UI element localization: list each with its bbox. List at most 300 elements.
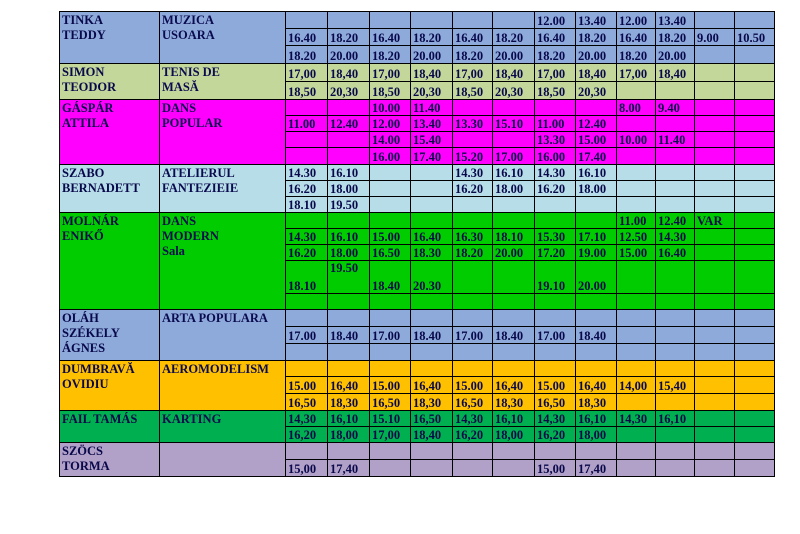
time-slot-cell: 17,40 (328, 460, 370, 477)
time-slot-cell (695, 165, 735, 181)
time-slot-cell (328, 100, 370, 116)
time-slot-cell (617, 148, 656, 165)
time-slot-cell (286, 344, 328, 361)
time-slot-cell: 19.10 (535, 261, 576, 294)
time-slot-cell: 12.40 (328, 116, 370, 132)
time-slot-cell: 18,40 (411, 427, 453, 443)
instructor-name-line: OVIDIU (62, 377, 109, 391)
course-name-cell (160, 310, 286, 361)
instructor-name-cell (60, 165, 160, 213)
time-slot-cell: 20,30 (328, 82, 370, 100)
course-name-line: Sala (162, 244, 185, 258)
table-row (60, 443, 775, 460)
time-slot-cell: 18,30 (411, 394, 453, 411)
time-slot-cell: 18.30 (411, 245, 453, 261)
time-slot-cell (617, 82, 656, 100)
time-slot-cell (286, 294, 328, 310)
time-slot-cell (453, 132, 493, 148)
time-slot-cell (328, 361, 370, 377)
time-slot-cell (535, 361, 576, 377)
time-slot-cell: 12.00 (617, 12, 656, 29)
table-row (60, 165, 775, 181)
time-slot-cell: 16,40 (411, 377, 453, 394)
time-slot-cell (656, 427, 695, 443)
time-slot-cell: 16,20 (453, 427, 493, 443)
time-slot-cell: 20.00 (411, 46, 453, 64)
time-slot-cell: 20.30 (411, 261, 453, 294)
time-slot-cell (535, 344, 576, 361)
time-slot-cell (370, 165, 411, 181)
time-slot-cell: 18.20 (576, 29, 617, 46)
time-slot-cell: 18,40 (328, 64, 370, 82)
course-name-line: ARTA POPULARA (162, 311, 268, 325)
instructor-name-cell (60, 310, 160, 361)
time-slot-cell: 15.10 (370, 411, 411, 427)
time-slot-cell (453, 100, 493, 116)
time-slot-cell (656, 361, 695, 377)
time-slot-cell (617, 427, 656, 443)
time-slot-cell: 18.40 (328, 327, 370, 344)
time-slot-cell (576, 344, 617, 361)
time-slot-cell (286, 148, 328, 165)
time-slot-cell (695, 327, 735, 344)
time-slot-cell: 16,10 (328, 411, 370, 427)
time-slot-cell (411, 181, 453, 197)
time-slot-cell: 16,40 (328, 377, 370, 394)
time-slot-cell (617, 116, 656, 132)
time-slot-cell: 14.30 (535, 165, 576, 181)
time-slot-cell: 12.40 (656, 213, 695, 229)
time-slot-cell (695, 116, 735, 132)
time-slot-cell (735, 394, 775, 411)
time-slot-cell (535, 443, 576, 460)
time-slot-cell (735, 82, 775, 100)
time-slot-cell: 16.40 (286, 29, 328, 46)
time-slot-cell: 16,40 (576, 377, 617, 394)
instructor-name-line: TEDDY (62, 28, 106, 42)
instructor-name-line: TEODOR (62, 80, 117, 94)
time-slot-cell: 10.00 (370, 100, 411, 116)
course-name-cell (160, 411, 286, 443)
time-slot-cell (493, 361, 535, 377)
table-row (60, 411, 775, 427)
time-slot-cell: 15.00 (370, 229, 411, 245)
time-slot-cell (493, 213, 535, 229)
time-slot-cell (695, 361, 735, 377)
time-slot-cell (656, 344, 695, 361)
time-slot-cell (328, 294, 370, 310)
instructor-name-cell (60, 443, 160, 477)
time-slot-cell: 16,50 (535, 394, 576, 411)
time-slot-cell: 20.00 (576, 261, 617, 294)
time-slot-cell: 15.00 (576, 132, 617, 148)
time-slot-cell: 15.20 (453, 148, 493, 165)
time-slot-cell: 15.30 (535, 229, 576, 245)
course-name-cell (160, 12, 286, 64)
time-slot-cell (735, 148, 775, 165)
time-slot-cell: 12.00 (370, 116, 411, 132)
time-slot-cell (735, 344, 775, 361)
time-slot-cell (695, 82, 735, 100)
time-slot-cell (735, 132, 775, 148)
time-slot-cell (735, 261, 775, 294)
time-slot-cell (370, 12, 411, 29)
time-slot-cell: 17,00 (453, 64, 493, 82)
time-slot-cell: 13.30 (453, 116, 493, 132)
table-row (60, 64, 775, 82)
instructor-name-line: FAIL TAMÁS (62, 412, 138, 426)
time-slot-cell: 18.40 (576, 327, 617, 344)
time-slot-cell: 17,00 (370, 64, 411, 82)
time-slot-cell (453, 310, 493, 327)
time-slot-cell (735, 411, 775, 427)
time-slot-cell (656, 327, 695, 344)
time-slot-cell: 16.20 (286, 181, 328, 197)
course-name-line: AEROMODELISM (162, 362, 269, 376)
time-slot-cell: 18,30 (576, 394, 617, 411)
time-slot-cell (617, 294, 656, 310)
time-slot-cell: 15,00 (535, 460, 576, 477)
course-name-line: ATELIERUL (162, 166, 235, 180)
time-slot-cell (493, 460, 535, 477)
time-slot-cell (535, 197, 576, 213)
time-slot-cell: 18,30 (328, 394, 370, 411)
time-slot-cell (286, 12, 328, 29)
time-slot-cell: 11.00 (617, 213, 656, 229)
time-slot-cell: 15.40 (411, 132, 453, 148)
time-slot-cell: 16.20 (453, 181, 493, 197)
time-slot-cell: 15.10 (493, 116, 535, 132)
time-slot-cell (286, 100, 328, 116)
time-slot-cell: 16,10 (576, 411, 617, 427)
instructor-name-line: DUMBRAVĂ (62, 362, 135, 376)
time-slot-cell (735, 294, 775, 310)
time-slot-cell (411, 460, 453, 477)
time-slot-cell (617, 165, 656, 181)
time-slot-cell: 16.20 (286, 245, 328, 261)
time-slot-cell: 14.30 (286, 229, 328, 245)
time-slot-cell (695, 460, 735, 477)
time-slot-cell: 18,40 (576, 64, 617, 82)
time-slot-cell: 14.30 (656, 229, 695, 245)
time-slot-cell (576, 213, 617, 229)
time-slot-cell: 16.40 (453, 29, 493, 46)
time-slot-cell (656, 294, 695, 310)
time-slot-cell: 20.00 (493, 46, 535, 64)
time-slot-cell: 16.40 (617, 29, 656, 46)
time-slot-cell (656, 165, 695, 181)
time-slot-cell: 18,50 (535, 82, 576, 100)
time-slot-cell (735, 327, 775, 344)
time-slot-cell: 15.00 (617, 245, 656, 261)
time-slot-cell (576, 310, 617, 327)
time-slot-cell (735, 12, 775, 29)
instructor-name-line: OLÁH (62, 311, 99, 325)
time-slot-cell (535, 310, 576, 327)
course-name-line: MUZICA (162, 13, 215, 27)
time-slot-cell (493, 443, 535, 460)
instructor-name-cell (60, 64, 160, 100)
time-slot-cell: 14,30 (286, 411, 328, 427)
time-slot-cell: 18.20 (453, 245, 493, 261)
time-slot-cell: 16.40 (370, 29, 411, 46)
time-slot-cell (286, 310, 328, 327)
time-slot-cell: 19.00 (576, 245, 617, 261)
time-slot-cell (411, 443, 453, 460)
time-slot-cell (617, 197, 656, 213)
time-slot-cell (656, 82, 695, 100)
time-slot-cell: 16,50 (411, 411, 453, 427)
time-slot-cell: 16.00 (370, 148, 411, 165)
time-slot-cell: 18,30 (493, 394, 535, 411)
instructor-name-line: SZÉKELY (62, 326, 120, 340)
time-slot-cell: 18,40 (493, 64, 535, 82)
time-slot-cell: 17.00 (493, 148, 535, 165)
course-name-cell (160, 165, 286, 213)
time-slot-cell (453, 213, 493, 229)
time-slot-cell (695, 443, 735, 460)
time-slot-cell: 13.40 (576, 12, 617, 29)
course-name-cell (160, 443, 286, 477)
time-slot-cell (328, 213, 370, 229)
time-slot-cell (411, 310, 453, 327)
schedule-body (60, 12, 775, 477)
time-slot-cell: 16.10 (576, 165, 617, 181)
time-slot-cell: 14,30 (453, 411, 493, 427)
time-slot-cell: 16,50 (370, 394, 411, 411)
instructor-name-line: SZÖCS (62, 444, 103, 458)
time-slot-cell (617, 460, 656, 477)
time-slot-cell: 16.50 (370, 245, 411, 261)
time-slot-cell (656, 148, 695, 165)
time-slot-cell (411, 213, 453, 229)
time-slot-cell (617, 310, 656, 327)
time-slot-cell: 9.40 (656, 100, 695, 116)
time-slot-cell (576, 294, 617, 310)
time-slot-cell: 18,40 (656, 64, 695, 82)
time-slot-cell: 20.00 (493, 245, 535, 261)
time-slot-cell (411, 197, 453, 213)
time-slot-cell (493, 294, 535, 310)
time-slot-cell: 14,30 (535, 411, 576, 427)
time-slot-cell (695, 427, 735, 443)
time-slot-cell: 18.00 (493, 181, 535, 197)
time-slot-cell (695, 245, 735, 261)
time-slot-cell: 17,00 (535, 64, 576, 82)
time-slot-cell: 18,50 (286, 82, 328, 100)
time-slot-cell (411, 361, 453, 377)
time-slot-cell (411, 294, 453, 310)
time-slot-cell: 20.00 (328, 46, 370, 64)
time-slot-cell (656, 443, 695, 460)
time-slot-cell: 10.00 (617, 132, 656, 148)
time-slot-cell (735, 361, 775, 377)
time-slot-cell (576, 361, 617, 377)
time-slot-cell: 16.30 (453, 229, 493, 245)
time-slot-cell (370, 361, 411, 377)
time-slot-cell: 18.20 (617, 46, 656, 64)
table-row (60, 361, 775, 377)
course-name-line: POPULAR (162, 116, 223, 130)
time-slot-cell: 16,40 (493, 377, 535, 394)
course-name-line: KARTING (162, 412, 222, 426)
instructor-name-line: ENIKŐ (62, 229, 104, 243)
time-slot-cell (286, 213, 328, 229)
time-slot-cell (735, 197, 775, 213)
time-slot-cell (286, 132, 328, 148)
time-slot-cell: 16,50 (286, 394, 328, 411)
time-slot-cell: 18.20 (286, 46, 328, 64)
time-slot-cell (656, 310, 695, 327)
time-slot-cell (735, 377, 775, 394)
time-slot-cell (493, 261, 535, 294)
time-slot-cell: 17.10 (576, 229, 617, 245)
time-slot-cell (735, 64, 775, 82)
course-name-line: USOARA (162, 28, 215, 42)
time-slot-cell (695, 294, 735, 310)
time-slot-cell (695, 197, 735, 213)
time-slot-cell: 17,00 (370, 427, 411, 443)
time-slot-cell (370, 460, 411, 477)
time-slot-cell: 18.40 (370, 261, 411, 294)
time-slot-cell (370, 181, 411, 197)
time-slot-cell (453, 460, 493, 477)
time-slot-cell: 17,00 (617, 64, 656, 82)
time-slot-cell: 18.20 (411, 29, 453, 46)
time-slot-cell (453, 197, 493, 213)
time-slot-cell: 19.50 (328, 197, 370, 213)
table-row (60, 12, 775, 29)
time-slot-cell: 12.50 (617, 229, 656, 245)
time-slot-cell (735, 46, 775, 64)
time-slot-cell: 18.20 (656, 29, 695, 46)
time-slot-cell: 18.20 (453, 46, 493, 64)
time-slot-cell (493, 12, 535, 29)
time-slot-cell: 18.00 (328, 245, 370, 261)
time-slot-cell (328, 148, 370, 165)
time-slot-cell (286, 443, 328, 460)
time-slot-cell: 17,40 (576, 460, 617, 477)
time-slot-cell (656, 116, 695, 132)
time-slot-cell (735, 460, 775, 477)
time-slot-cell (370, 443, 411, 460)
course-name-cell (160, 361, 286, 411)
time-slot-cell: 18.10 (286, 261, 328, 294)
time-slot-cell (656, 261, 695, 294)
instructor-name-line: MOLNÁR (62, 214, 119, 228)
instructor-name-line: BERNADETT (62, 181, 140, 195)
time-slot-cell: 15,40 (656, 377, 695, 394)
time-slot-cell: 15.00 (453, 377, 493, 394)
time-slot-cell (695, 344, 735, 361)
time-slot-cell: 14,30 (617, 411, 656, 427)
time-slot-cell (735, 229, 775, 245)
time-slot-cell (535, 100, 576, 116)
instructor-name-line: SIMON (62, 65, 105, 79)
time-slot-cell (453, 294, 493, 310)
time-slot-cell (695, 64, 735, 82)
time-slot-cell: 11.00 (535, 116, 576, 132)
time-slot-cell: 12.40 (576, 116, 617, 132)
time-slot-cell: 18,40 (411, 64, 453, 82)
course-name-line: MASĂ (162, 80, 199, 94)
instructor-name-line: SZABO (62, 166, 105, 180)
time-slot-cell: 14.30 (453, 165, 493, 181)
time-slot-cell (656, 394, 695, 411)
time-slot-cell: 20,30 (411, 82, 453, 100)
time-slot-cell: 20.00 (656, 46, 695, 64)
time-slot-cell: 17.00 (370, 327, 411, 344)
time-slot-cell: 20.00 (576, 46, 617, 64)
time-slot-cell: 15.00 (286, 377, 328, 394)
time-slot-cell: 16,20 (535, 427, 576, 443)
time-slot-cell: 17.00 (286, 327, 328, 344)
time-slot-cell: 16.40 (411, 229, 453, 245)
time-slot-cell: 16.40 (535, 29, 576, 46)
time-slot-cell (695, 377, 735, 394)
time-slot-cell (328, 344, 370, 361)
instructor-name-line: ATTILA (62, 116, 110, 130)
time-slot-cell: 16.00 (535, 148, 576, 165)
time-slot-cell: 15,00 (286, 460, 328, 477)
instructor-name-cell (60, 213, 160, 310)
time-slot-cell (453, 12, 493, 29)
course-name-line: DANS (162, 101, 197, 115)
time-slot-cell: 18.20 (370, 46, 411, 64)
instructor-name-line: ÁGNES (62, 341, 106, 355)
time-slot-cell: 18,00 (328, 427, 370, 443)
time-slot-cell (535, 294, 576, 310)
time-slot-cell: 11.40 (656, 132, 695, 148)
table-row (60, 100, 775, 116)
time-slot-cell (695, 394, 735, 411)
time-slot-cell (328, 443, 370, 460)
course-name-line: DANS (162, 214, 197, 228)
time-slot-cell (617, 261, 656, 294)
time-slot-cell (411, 344, 453, 361)
time-slot-cell (453, 344, 493, 361)
time-slot-cell (576, 100, 617, 116)
time-slot-cell (535, 213, 576, 229)
time-slot-cell: 16,20 (286, 427, 328, 443)
time-slot-cell (656, 197, 695, 213)
time-slot-cell: 15.00 (370, 377, 411, 394)
time-slot-cell: 18.10 (493, 229, 535, 245)
time-slot-cell: 15.00 (535, 377, 576, 394)
time-slot-cell: 16.10 (328, 229, 370, 245)
time-slot-cell (695, 148, 735, 165)
time-slot-cell (695, 46, 735, 64)
time-slot-cell: 18,50 (370, 82, 411, 100)
time-slot-cell: 17.00 (453, 327, 493, 344)
time-slot-cell: 12.00 (535, 12, 576, 29)
time-slot-cell (695, 181, 735, 197)
time-slot-cell: 14,00 (617, 377, 656, 394)
time-slot-cell (695, 100, 735, 116)
table-row (60, 310, 775, 327)
time-slot-cell (576, 443, 617, 460)
time-slot-cell: 11.40 (411, 100, 453, 116)
time-slot-cell (493, 310, 535, 327)
time-slot-cell: 18.40 (493, 327, 535, 344)
time-slot-cell: 16,10 (493, 411, 535, 427)
time-slot-cell: 17.40 (411, 148, 453, 165)
time-slot-cell (453, 361, 493, 377)
schedule-table (59, 11, 775, 477)
time-slot-cell (695, 12, 735, 29)
course-name-line: MODERN (162, 229, 219, 243)
time-slot-cell: 17.00 (535, 327, 576, 344)
